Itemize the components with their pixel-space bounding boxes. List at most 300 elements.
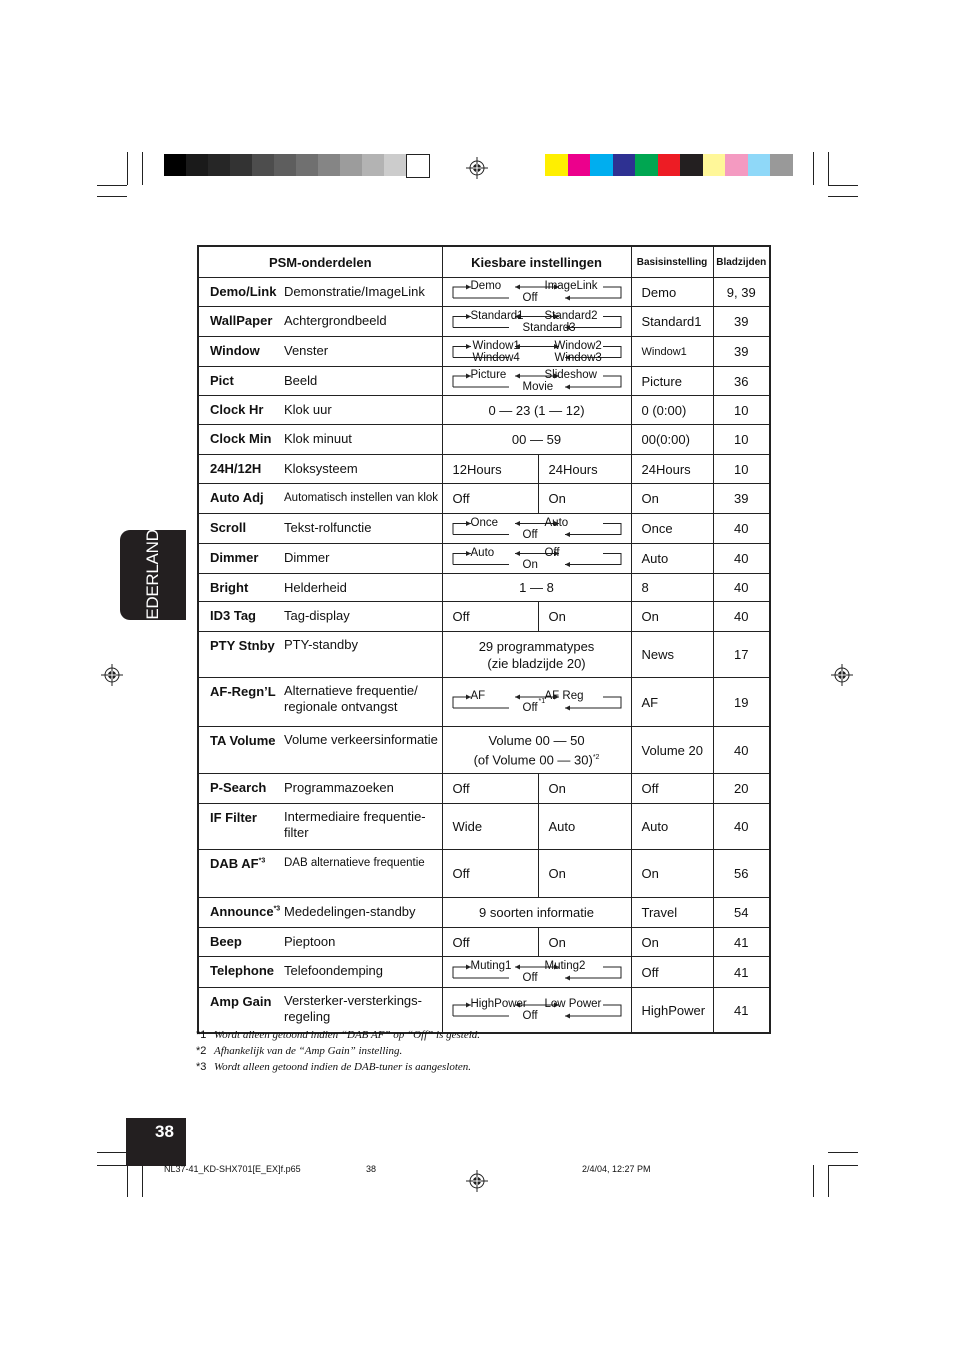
cycle-option-label: Demo	[470, 280, 502, 292]
psm-item-name-text: Announce	[210, 904, 274, 919]
description-line: PTY-standby	[284, 637, 358, 652]
cycle-option-label: On	[522, 558, 538, 571]
table-row	[198, 396, 770, 425]
psm-item-cell	[198, 367, 442, 396]
psm-item-cell	[198, 957, 442, 988]
color-swatch	[590, 154, 613, 176]
color-swatch	[748, 154, 771, 176]
cycle-diagram	[443, 308, 631, 335]
table-row	[198, 307, 770, 337]
range-line	[443, 655, 631, 672]
psm-item-description	[284, 904, 416, 920]
cycle-arrow-icon	[443, 338, 631, 365]
psm-item-name-text: Demo/Link	[210, 284, 277, 299]
crop-mark	[828, 152, 829, 185]
range-text: 0 — 23 (1 — 12)	[488, 402, 585, 418]
psm-item-name	[210, 684, 276, 699]
header-selectable-settings: Kiesbare instellingen	[442, 246, 631, 278]
range-text: 00 — 59	[511, 432, 562, 447]
selectable-settings-cycle	[442, 337, 631, 367]
default-setting: On	[631, 850, 713, 898]
range-line	[443, 749, 631, 768]
crop-mark	[828, 185, 858, 186]
description-line: Tekst-rolfunctie	[284, 520, 372, 535]
psm-item-cell	[198, 455, 442, 484]
cycle-option-label: Window4	[472, 351, 520, 364]
table-row	[198, 988, 770, 1034]
default-setting: Auto	[631, 804, 713, 850]
selectable-settings-cycle	[442, 957, 631, 988]
crop-mark	[813, 152, 814, 185]
selectable-settings-cycle	[442, 278, 631, 307]
psm-item-cell	[198, 514, 442, 544]
gray-swatch	[384, 154, 406, 176]
description-line: Klok minuut	[284, 431, 352, 446]
psm-item-description	[284, 520, 371, 536]
description-line: Achtergrondbeeld	[284, 313, 387, 328]
selectable-setting-option: Off	[442, 602, 538, 632]
page-reference: 41	[713, 957, 770, 988]
psm-item-name-text: Bright	[210, 580, 249, 595]
gray-swatch	[208, 154, 230, 176]
range-text: Volume 00 — 50	[488, 732, 585, 748]
default-setting: Travel	[631, 898, 713, 928]
table-row	[198, 425, 770, 455]
psm-item-cell	[198, 602, 442, 632]
page-reference: 41	[713, 928, 770, 957]
description-line: regionale ontvangst	[284, 699, 398, 714]
gray-swatch	[186, 154, 208, 176]
table-row	[198, 544, 770, 574]
gray-swatch	[318, 154, 340, 176]
psm-item-description	[284, 809, 426, 841]
cycle-diagram	[443, 989, 631, 1031]
cycle-option-label: Off	[522, 528, 538, 541]
color-swatch	[680, 154, 703, 176]
registration-mark-icon	[831, 664, 853, 686]
header-default-setting: Basisinstelling	[631, 246, 713, 278]
description-line: Versterker-versterkings-	[284, 993, 422, 1008]
psm-item-name	[210, 313, 272, 328]
cycle-diagram	[443, 338, 631, 365]
selectable-settings-range	[442, 425, 631, 455]
gray-swatch	[340, 154, 362, 176]
selectable-settings-cycle	[442, 307, 631, 337]
cycle-diagram	[443, 958, 631, 986]
footnote-2: *2 Afhankelijk van de “Amp Gain” instelling.	[196, 1045, 403, 1057]
color-swatch	[545, 154, 568, 176]
page-reference: 20	[713, 774, 770, 804]
table-row	[198, 804, 770, 850]
psm-item-name	[210, 904, 280, 919]
psm-item-name-text: Scroll	[210, 520, 247, 535]
psm-item-name-text: TA Volume	[210, 733, 276, 748]
crop-mark	[828, 196, 858, 197]
description-line: Pieptoon	[284, 934, 336, 949]
registration-mark-icon	[101, 664, 123, 686]
cycle-option-label: Off	[522, 702, 538, 714]
psm-item-name	[210, 402, 263, 417]
gray-swatch	[252, 154, 274, 176]
page-reference: 41	[713, 988, 770, 1034]
selectable-setting-option: 24Hours	[538, 455, 631, 484]
default-setting: AF	[631, 678, 713, 727]
cycle-option-label: Standard2	[544, 309, 598, 322]
psm-item-cell	[198, 898, 442, 928]
page-reference: 39	[713, 484, 770, 514]
selectable-settings-range	[442, 574, 631, 602]
footnote-1: *1 Wordt alleen getoond indien “DAB AF” op “Off” is gesteld.	[196, 1029, 481, 1041]
psm-item-name	[210, 284, 276, 299]
cycle-diagram	[443, 279, 631, 305]
table-row	[198, 678, 770, 727]
psm-item-cell	[198, 425, 442, 455]
psm-item-cell	[198, 278, 442, 307]
psm-item-name	[210, 780, 266, 795]
psm-item-cell	[198, 774, 442, 804]
psm-item-name	[210, 431, 271, 446]
crop-mark	[828, 1165, 829, 1197]
color-swatch	[725, 154, 748, 176]
psm-item-description	[284, 550, 330, 566]
page-reference: 19	[713, 678, 770, 727]
psm-item-description	[284, 490, 438, 506]
description-line: Automatisch instellen van klok	[284, 492, 439, 504]
crop-mark	[142, 1165, 143, 1197]
crop-mark	[127, 1165, 128, 1197]
psm-item-name-text: 24H/12H	[210, 461, 262, 476]
psm-item-name-text: IF Filter	[210, 810, 257, 825]
print-file-name: NL37-41_KD-SHX701[E_EX]f.p65	[164, 1164, 301, 1174]
psm-item-name	[210, 490, 264, 505]
description-line: DAB alternatieve frequentie	[284, 857, 425, 869]
cycle-option-label: Low Power	[544, 998, 602, 1010]
psm-item-name	[210, 994, 271, 1009]
crop-mark	[828, 1165, 858, 1166]
cycle-option-label: Standard3	[522, 321, 576, 334]
description-line: Telefoondemping	[284, 963, 384, 978]
table-row	[198, 957, 770, 988]
default-setting: Standard1	[631, 307, 713, 337]
cycle-option-label: Off	[522, 972, 538, 984]
table-header-row	[198, 246, 770, 278]
psm-item-description	[284, 963, 383, 979]
table-row	[198, 850, 770, 898]
psm-item-name-text: Beep	[210, 934, 242, 949]
crop-mark	[142, 152, 143, 185]
psm-item-cell	[198, 988, 442, 1034]
psm-item-description	[284, 608, 350, 624]
description-line: Klok uur	[284, 402, 332, 417]
description-line: Intermediaire frequentie-	[284, 809, 426, 824]
psm-item-description	[284, 993, 422, 1025]
psm-item-description	[284, 373, 317, 389]
psm-item-description	[284, 461, 358, 477]
psm-item-cell	[198, 484, 442, 514]
selectable-setting-option: 12Hours	[442, 455, 538, 484]
page-reference: 10	[713, 425, 770, 455]
header-psm-items: PSM-onderdelen	[198, 246, 442, 278]
psm-item-cell	[198, 574, 442, 602]
crop-mark	[97, 1152, 127, 1153]
page-reference: 40	[713, 602, 770, 632]
page-reference: 56	[713, 850, 770, 898]
psm-item-description	[284, 402, 332, 418]
crop-mark	[813, 1165, 814, 1197]
range-text: 29 programmatypes	[478, 638, 595, 654]
description-line: Mededelingen-standby	[284, 904, 416, 919]
crop-mark	[97, 185, 127, 186]
cycle-option-label: Window3	[554, 351, 602, 364]
description-line: Helderheid	[284, 580, 347, 595]
psm-item-description	[284, 431, 352, 447]
description-line: filter	[284, 825, 309, 840]
description-line: Beeld	[284, 373, 318, 388]
color-swatch	[703, 154, 726, 176]
selectable-setting-option: On	[538, 602, 631, 632]
psm-item-name	[210, 934, 242, 949]
cycle-option-label: AF Reg	[544, 690, 584, 702]
selectable-setting-option: Auto	[538, 804, 631, 850]
default-setting: 8	[631, 574, 713, 602]
psm-item-description	[284, 934, 335, 950]
psm-item-cell	[198, 307, 442, 337]
print-timestamp: 2/4/04, 12:27 PM	[582, 1164, 651, 1174]
psm-item-name	[210, 733, 275, 748]
psm-item-description	[284, 732, 438, 748]
cycle-diagram	[443, 545, 631, 572]
description-line: Alternatieve frequentie/	[284, 683, 418, 698]
default-setting: On	[631, 602, 713, 632]
psm-item-cell	[198, 850, 442, 898]
range-text: 9 soorten informatie	[479, 905, 594, 920]
default-setting: Window1	[631, 337, 713, 367]
range-text: 1 — 8	[519, 580, 554, 595]
page-number-badge: 38	[126, 1118, 186, 1166]
table-row	[198, 484, 770, 514]
cycle-option-label: Standard1	[470, 309, 524, 322]
cycle-option-label: Once	[470, 516, 498, 529]
selectable-settings-range	[442, 396, 631, 425]
table-row	[198, 898, 770, 928]
psm-item-name	[210, 343, 260, 358]
description-line: Demonstratie/ImageLink	[284, 284, 425, 299]
description-line: regeling	[284, 1009, 331, 1024]
selectable-settings-cycle	[442, 514, 631, 544]
psm-item-name	[210, 963, 274, 978]
psm-item-name-text: WallPaper	[210, 313, 273, 328]
psm-item-cell	[198, 396, 442, 425]
psm-settings-table	[197, 245, 771, 1034]
description-line: Volume verkeersinformatie	[284, 732, 438, 747]
default-setting: HighPower	[631, 988, 713, 1034]
cycle-option-label: Off	[544, 546, 560, 559]
psm-item-name	[210, 373, 234, 388]
default-setting: Off	[631, 957, 713, 988]
psm-item-name-text: P-Search	[210, 780, 267, 795]
gray-swatch	[362, 154, 384, 176]
table-row	[198, 337, 770, 367]
table-row	[198, 602, 770, 632]
psm-item-cell	[198, 928, 442, 957]
psm-item-description	[284, 313, 387, 329]
page-reference: 9, 39	[713, 278, 770, 307]
psm-item-name-text: Window	[210, 343, 260, 358]
table-row	[198, 574, 770, 602]
cycle-option-label: Auto	[544, 516, 569, 529]
psm-item-name-text: Pict	[210, 373, 234, 388]
default-setting: News	[631, 632, 713, 678]
cycle-option-label: Off	[522, 1010, 538, 1022]
table-row	[198, 928, 770, 957]
page-reference: 36	[713, 367, 770, 396]
registration-mark-icon	[466, 1170, 488, 1192]
cycle-option-label: ImageLink	[544, 280, 598, 292]
print-page-number: 38	[366, 1164, 377, 1174]
color-swatch	[635, 154, 658, 176]
table-row	[198, 727, 770, 774]
cycle-option-label: Movie	[522, 381, 554, 393]
default-setting: Off	[631, 774, 713, 804]
color-swatch	[770, 154, 793, 176]
cycle-option-label: Muting2	[544, 960, 586, 972]
psm-item-description	[284, 855, 425, 871]
cycle-option-label: Window1	[472, 339, 520, 352]
selectable-settings-cycle	[442, 988, 631, 1034]
cycle-option-label: Slideshow	[544, 369, 597, 381]
psm-item-cell	[198, 632, 442, 678]
psm-item-description	[284, 780, 394, 796]
psm-item-name-text: AF-Regn’L	[210, 684, 276, 699]
table-row	[198, 632, 770, 678]
psm-item-name	[210, 608, 256, 623]
cycle-option-label: Window2	[554, 339, 602, 352]
psm-item-name	[210, 580, 248, 595]
page-reference: 10	[713, 396, 770, 425]
psm-item-name-text: ID3 Tag	[210, 608, 256, 623]
footnote-mark: *3	[258, 857, 266, 865]
cycle-option-label: Muting1	[470, 960, 512, 972]
language-tab	[120, 518, 186, 632]
selectable-setting-option: Wide	[442, 804, 538, 850]
psm-item-name-text: Telephone	[210, 963, 275, 978]
page-reference: 10	[713, 455, 770, 484]
default-setting: Volume 20	[631, 727, 713, 774]
crop-mark	[97, 196, 127, 197]
psm-item-name	[210, 461, 261, 476]
psm-item-name-text: Amp Gain	[210, 994, 272, 1009]
page-reference: 40	[713, 544, 770, 574]
psm-item-name	[210, 810, 257, 825]
description-line: Dimmer	[284, 550, 330, 565]
color-swatch	[658, 154, 681, 176]
psm-item-name-text: DAB AF	[210, 856, 259, 871]
page-reference: 40	[713, 574, 770, 602]
selectable-setting-option: Off	[442, 928, 538, 957]
table-row	[198, 774, 770, 804]
table-row	[198, 455, 770, 484]
range-text: (of Volume 00 — 30)	[473, 752, 593, 768]
footnote-mark: *2	[592, 753, 600, 761]
selectable-settings-cycle	[442, 367, 631, 396]
selectable-settings-cycle	[442, 544, 631, 574]
psm-item-cell	[198, 727, 442, 774]
page-reference: 40	[713, 514, 770, 544]
psm-item-description	[284, 343, 328, 359]
cycle-footnote-mark: *1	[538, 698, 546, 705]
cycle-diagram	[443, 515, 631, 542]
psm-item-name	[210, 638, 275, 653]
psm-item-description	[284, 284, 425, 300]
cycle-option-label: Picture	[470, 369, 507, 381]
footnote-mark: *3	[273, 905, 281, 913]
crop-mark	[828, 1152, 858, 1153]
page-reference: 17	[713, 632, 770, 678]
selectable-setting-option: On	[538, 850, 631, 898]
table-row	[198, 278, 770, 307]
language-tab-label: NEDERLANDS	[143, 518, 162, 632]
gray-swatch	[296, 154, 318, 176]
default-setting: On	[631, 484, 713, 514]
default-setting: On	[631, 928, 713, 957]
gray-swatch	[274, 154, 296, 176]
page-reference: 39	[713, 307, 770, 337]
crop-mark	[127, 152, 128, 185]
default-setting: Auto	[631, 544, 713, 574]
footnote-3: *3 Wordt alleen getoond indien de DAB-tuner is aangesloten.	[196, 1061, 472, 1073]
default-setting: 24Hours	[631, 455, 713, 484]
table-row	[198, 514, 770, 544]
registration-mark-icon	[466, 157, 488, 179]
cycle-diagram	[443, 679, 631, 725]
description-line: Tag-display	[284, 608, 350, 623]
selectable-settings-range	[442, 727, 631, 774]
range-line	[443, 638, 631, 655]
psm-item-name-text: Clock Min	[210, 431, 272, 446]
selectable-setting-option: On	[538, 484, 631, 514]
header-pages: Bladzijden	[713, 246, 770, 278]
selectable-setting-option: On	[538, 928, 631, 957]
psm-item-description	[284, 637, 358, 653]
cycle-diagram	[443, 368, 631, 394]
psm-item-description	[284, 580, 347, 596]
cycle-option-label: AF	[470, 690, 486, 702]
page-reference: 40	[713, 804, 770, 850]
selectable-settings-cycle	[442, 678, 631, 727]
psm-item-cell	[198, 544, 442, 574]
selectable-setting-option: On	[538, 774, 631, 804]
default-setting: 00(0:00)	[631, 425, 713, 455]
psm-item-cell	[198, 678, 442, 727]
description-line: Kloksysteem	[284, 461, 358, 476]
color-swatch	[568, 154, 591, 176]
gray-swatch	[230, 154, 252, 176]
default-setting: Demo	[631, 278, 713, 307]
default-setting: Picture	[631, 367, 713, 396]
page-reference: 54	[713, 898, 770, 928]
psm-item-description	[284, 683, 418, 715]
selectable-settings-range	[442, 632, 631, 678]
default-setting: Once	[631, 514, 713, 544]
cycle-option-label: HighPower	[470, 998, 527, 1010]
psm-item-name-text: PTY Stnby	[210, 638, 275, 653]
cycle-option-label: Off	[522, 292, 538, 304]
range-text: (zie bladzijde 20)	[487, 655, 586, 671]
page-reference: 40	[713, 727, 770, 774]
selectable-settings-range	[442, 898, 631, 928]
psm-item-name	[210, 550, 258, 565]
page-reference: 39	[713, 337, 770, 367]
